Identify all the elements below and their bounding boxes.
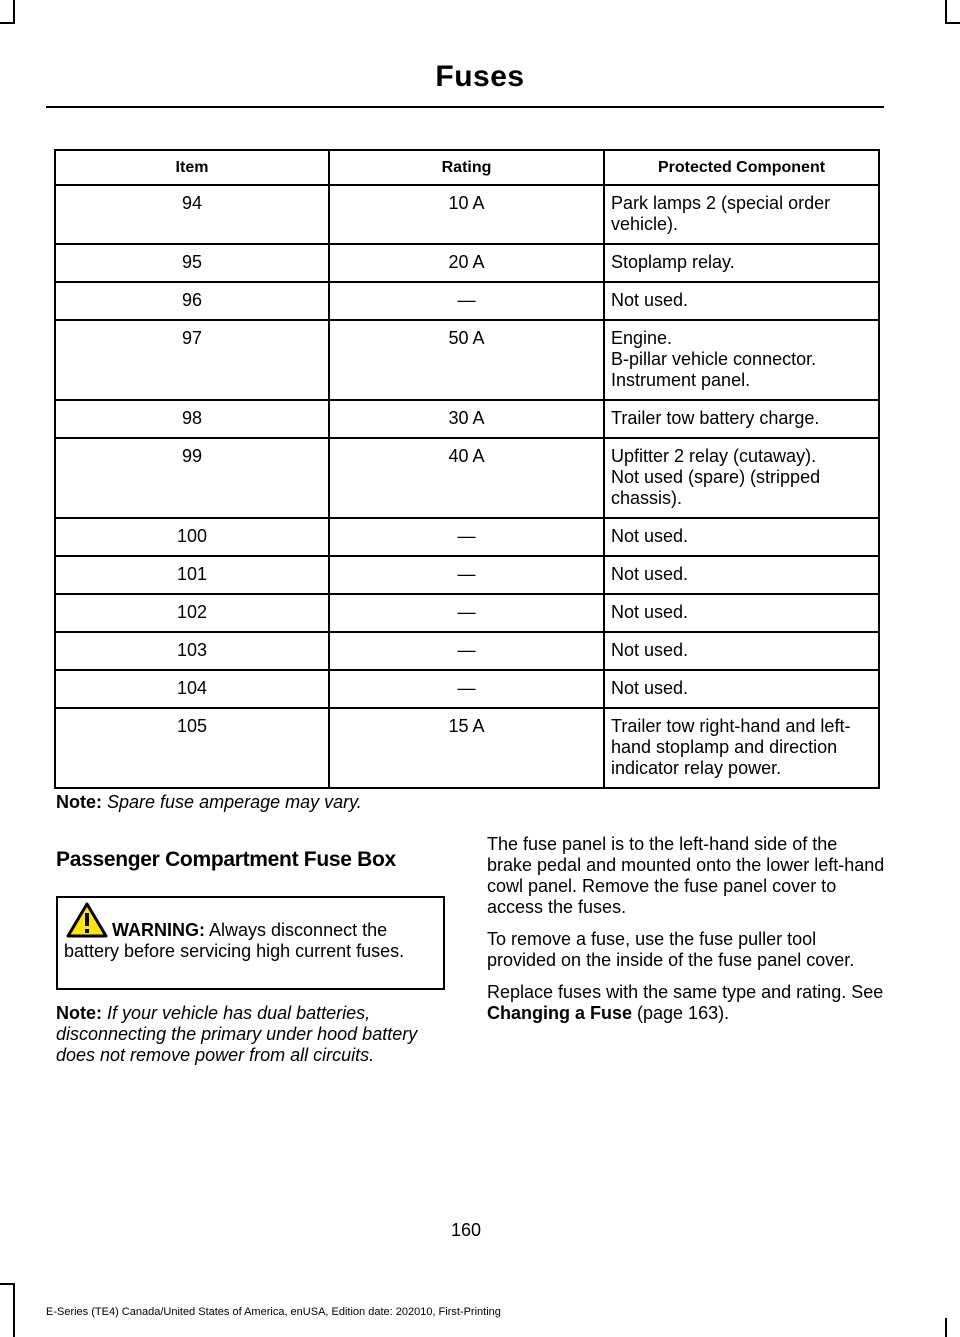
fuse-panel-instructions <box>487 834 887 1035</box>
rating-cell: 15 A <box>329 708 604 788</box>
table-row <box>55 594 879 632</box>
item-cell: 102 <box>55 594 329 632</box>
component-line: Not used. <box>611 290 689 310</box>
dual-battery-note <box>56 1003 446 1066</box>
component-cell <box>604 185 879 244</box>
footer-text: E-Series (TE4) Canada/United States of America, enUSA, Edition date: 202010, First-Printing <box>46 1306 501 1318</box>
component-cell <box>604 282 879 320</box>
column-header-item: Item <box>55 150 329 185</box>
column-header-component: Protected Component <box>604 150 879 185</box>
component-line: Not used. <box>611 564 689 584</box>
note-label: Note: <box>56 1003 102 1023</box>
component-line: Not used. <box>611 602 689 622</box>
component-cell <box>604 632 879 670</box>
component-line: B-pillar vehicle connector. <box>611 349 817 369</box>
rating-cell: — <box>329 632 604 670</box>
note-label: Note: <box>56 792 102 812</box>
component-line: Park lamps 2 (special order vehicle). <box>611 193 831 234</box>
warning-message: Always disconnect the battery before servicing high current fuses. <box>64 920 405 961</box>
rating-cell: — <box>329 670 604 708</box>
rating-cell: — <box>329 594 604 632</box>
component-line: Instrument panel. <box>611 370 751 390</box>
paragraph <box>487 982 887 1024</box>
rating-cell: — <box>329 518 604 556</box>
table-note <box>56 792 362 813</box>
fuse-table <box>54 149 880 789</box>
component-line: Not used (spare) (stripped chassis). <box>611 467 821 508</box>
rating-cell: 50 A <box>329 320 604 400</box>
crop-mark <box>13 0 15 22</box>
component-cell <box>604 400 879 438</box>
component-line: Not used. <box>611 640 689 660</box>
table-row <box>55 632 879 670</box>
component-cell <box>604 438 879 518</box>
item-cell: 103 <box>55 632 329 670</box>
warning-label: WARNING: <box>112 920 205 940</box>
paragraph: The fuse panel is to the left-hand side of the brake pedal and mounted onto the lower left-hand cowl panel. Remove the fuse panel cover to access the fuses. <box>487 834 885 917</box>
component-line: Upfitter 2 relay (cutaway). <box>611 446 817 466</box>
component-cell <box>604 670 879 708</box>
note-text: Spare fuse amperage may vary. <box>107 792 362 812</box>
table-row <box>55 708 879 788</box>
paragraph: To remove a fuse, use the fuse puller tool provided on the inside of the fuse panel cover. <box>487 929 855 970</box>
rating-cell: — <box>329 556 604 594</box>
table-header-row <box>55 150 879 185</box>
table-row <box>55 320 879 400</box>
item-cell: 95 <box>55 244 329 282</box>
table-row <box>55 244 879 282</box>
component-line: Not used. <box>611 526 689 546</box>
component-cell <box>604 594 879 632</box>
warning-box <box>56 896 445 990</box>
title-divider <box>46 106 884 108</box>
section-heading: Passenger Compartment Fuse Box <box>56 848 396 871</box>
table-row <box>55 670 879 708</box>
table-row <box>55 282 879 320</box>
table-row <box>55 556 879 594</box>
component-line: Trailer tow right-hand and left-hand stoplamp and direction indicator relay power. <box>611 716 851 778</box>
item-cell: 99 <box>55 438 329 518</box>
item-cell: 105 <box>55 708 329 788</box>
component-cell <box>604 556 879 594</box>
component-cell <box>604 244 879 282</box>
crop-mark <box>945 22 960 24</box>
table-row <box>55 438 879 518</box>
page-number: 160 <box>450 1220 482 1240</box>
item-cell: 100 <box>55 518 329 556</box>
component-line: Not used. <box>611 678 689 698</box>
page-reference: (page 163). <box>632 1003 730 1023</box>
crop-mark <box>945 0 947 22</box>
rating-cell: 30 A <box>329 400 604 438</box>
warning-triangle-icon <box>66 902 108 938</box>
component-cell <box>604 708 879 788</box>
rating-cell: 40 A <box>329 438 604 518</box>
component-line: Trailer tow battery charge. <box>611 408 820 428</box>
replace-text: Replace fuses with the same type and rating. See <box>487 982 884 1002</box>
cross-reference-link[interactable]: Changing a Fuse <box>487 1003 633 1023</box>
rating-cell: 10 A <box>329 185 604 244</box>
table-row <box>55 185 879 244</box>
component-line: Engine. <box>611 328 673 348</box>
item-cell: 96 <box>55 282 329 320</box>
component-cell <box>604 320 879 400</box>
item-cell: 97 <box>55 320 329 400</box>
crop-mark <box>13 1283 15 1337</box>
rating-cell: — <box>329 282 604 320</box>
rating-cell: 20 A <box>329 244 604 282</box>
page-title: Fuses <box>435 60 525 93</box>
component-cell <box>604 518 879 556</box>
component-line: Stoplamp relay. <box>611 252 735 272</box>
table-row <box>55 400 879 438</box>
note-text: If your vehicle has dual batteries, disconnecting the primary under hood battery does not remove power from all circuits. <box>56 1003 418 1065</box>
crop-mark <box>0 1283 15 1285</box>
crop-mark <box>0 22 15 24</box>
item-cell: 94 <box>55 185 329 244</box>
item-cell: 104 <box>55 670 329 708</box>
warning-text <box>64 920 437 962</box>
crop-mark <box>945 1318 947 1337</box>
item-cell: 101 <box>55 556 329 594</box>
table-row <box>55 518 879 556</box>
item-cell: 98 <box>55 400 329 438</box>
column-header-rating: Rating <box>329 150 604 185</box>
